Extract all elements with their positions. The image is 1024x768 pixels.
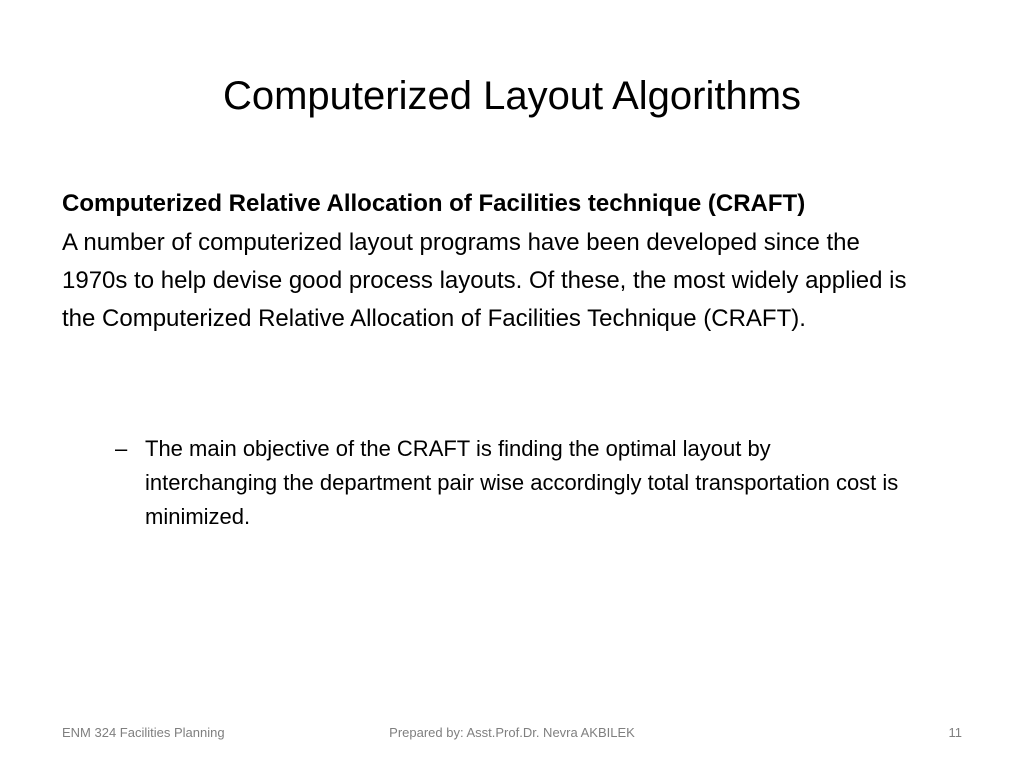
- body-paragraph: A number of computerized layout programs have been developed since the 1970s to help devise good process layouts. Of these, the most widely applied is the Computerized Relative Allocation of Facilities Technique (CRAFT).: [62, 229, 907, 332]
- footer-author: Prepared by: Asst.Prof.Dr. Nevra AKBILEK: [389, 725, 635, 740]
- slide-title: Computerized Layout Algorithms: [222, 74, 802, 118]
- subheading: Computerized Relative Allocation of Facilities technique (CRAFT): [62, 190, 806, 217]
- bullet-text: The main objective of the CRAFT is finding the optimal layout by interchanging the department pair wise accordingly total transportation cost is minimized.: [145, 436, 899, 529]
- slide-body: [62, 186, 912, 338]
- bullet-item: [115, 432, 905, 534]
- footer-course: ENM 324 Facilities Planning: [62, 725, 225, 740]
- dash-bullet-icon: –: [115, 436, 128, 461]
- footer-page-number: 11: [948, 725, 962, 740]
